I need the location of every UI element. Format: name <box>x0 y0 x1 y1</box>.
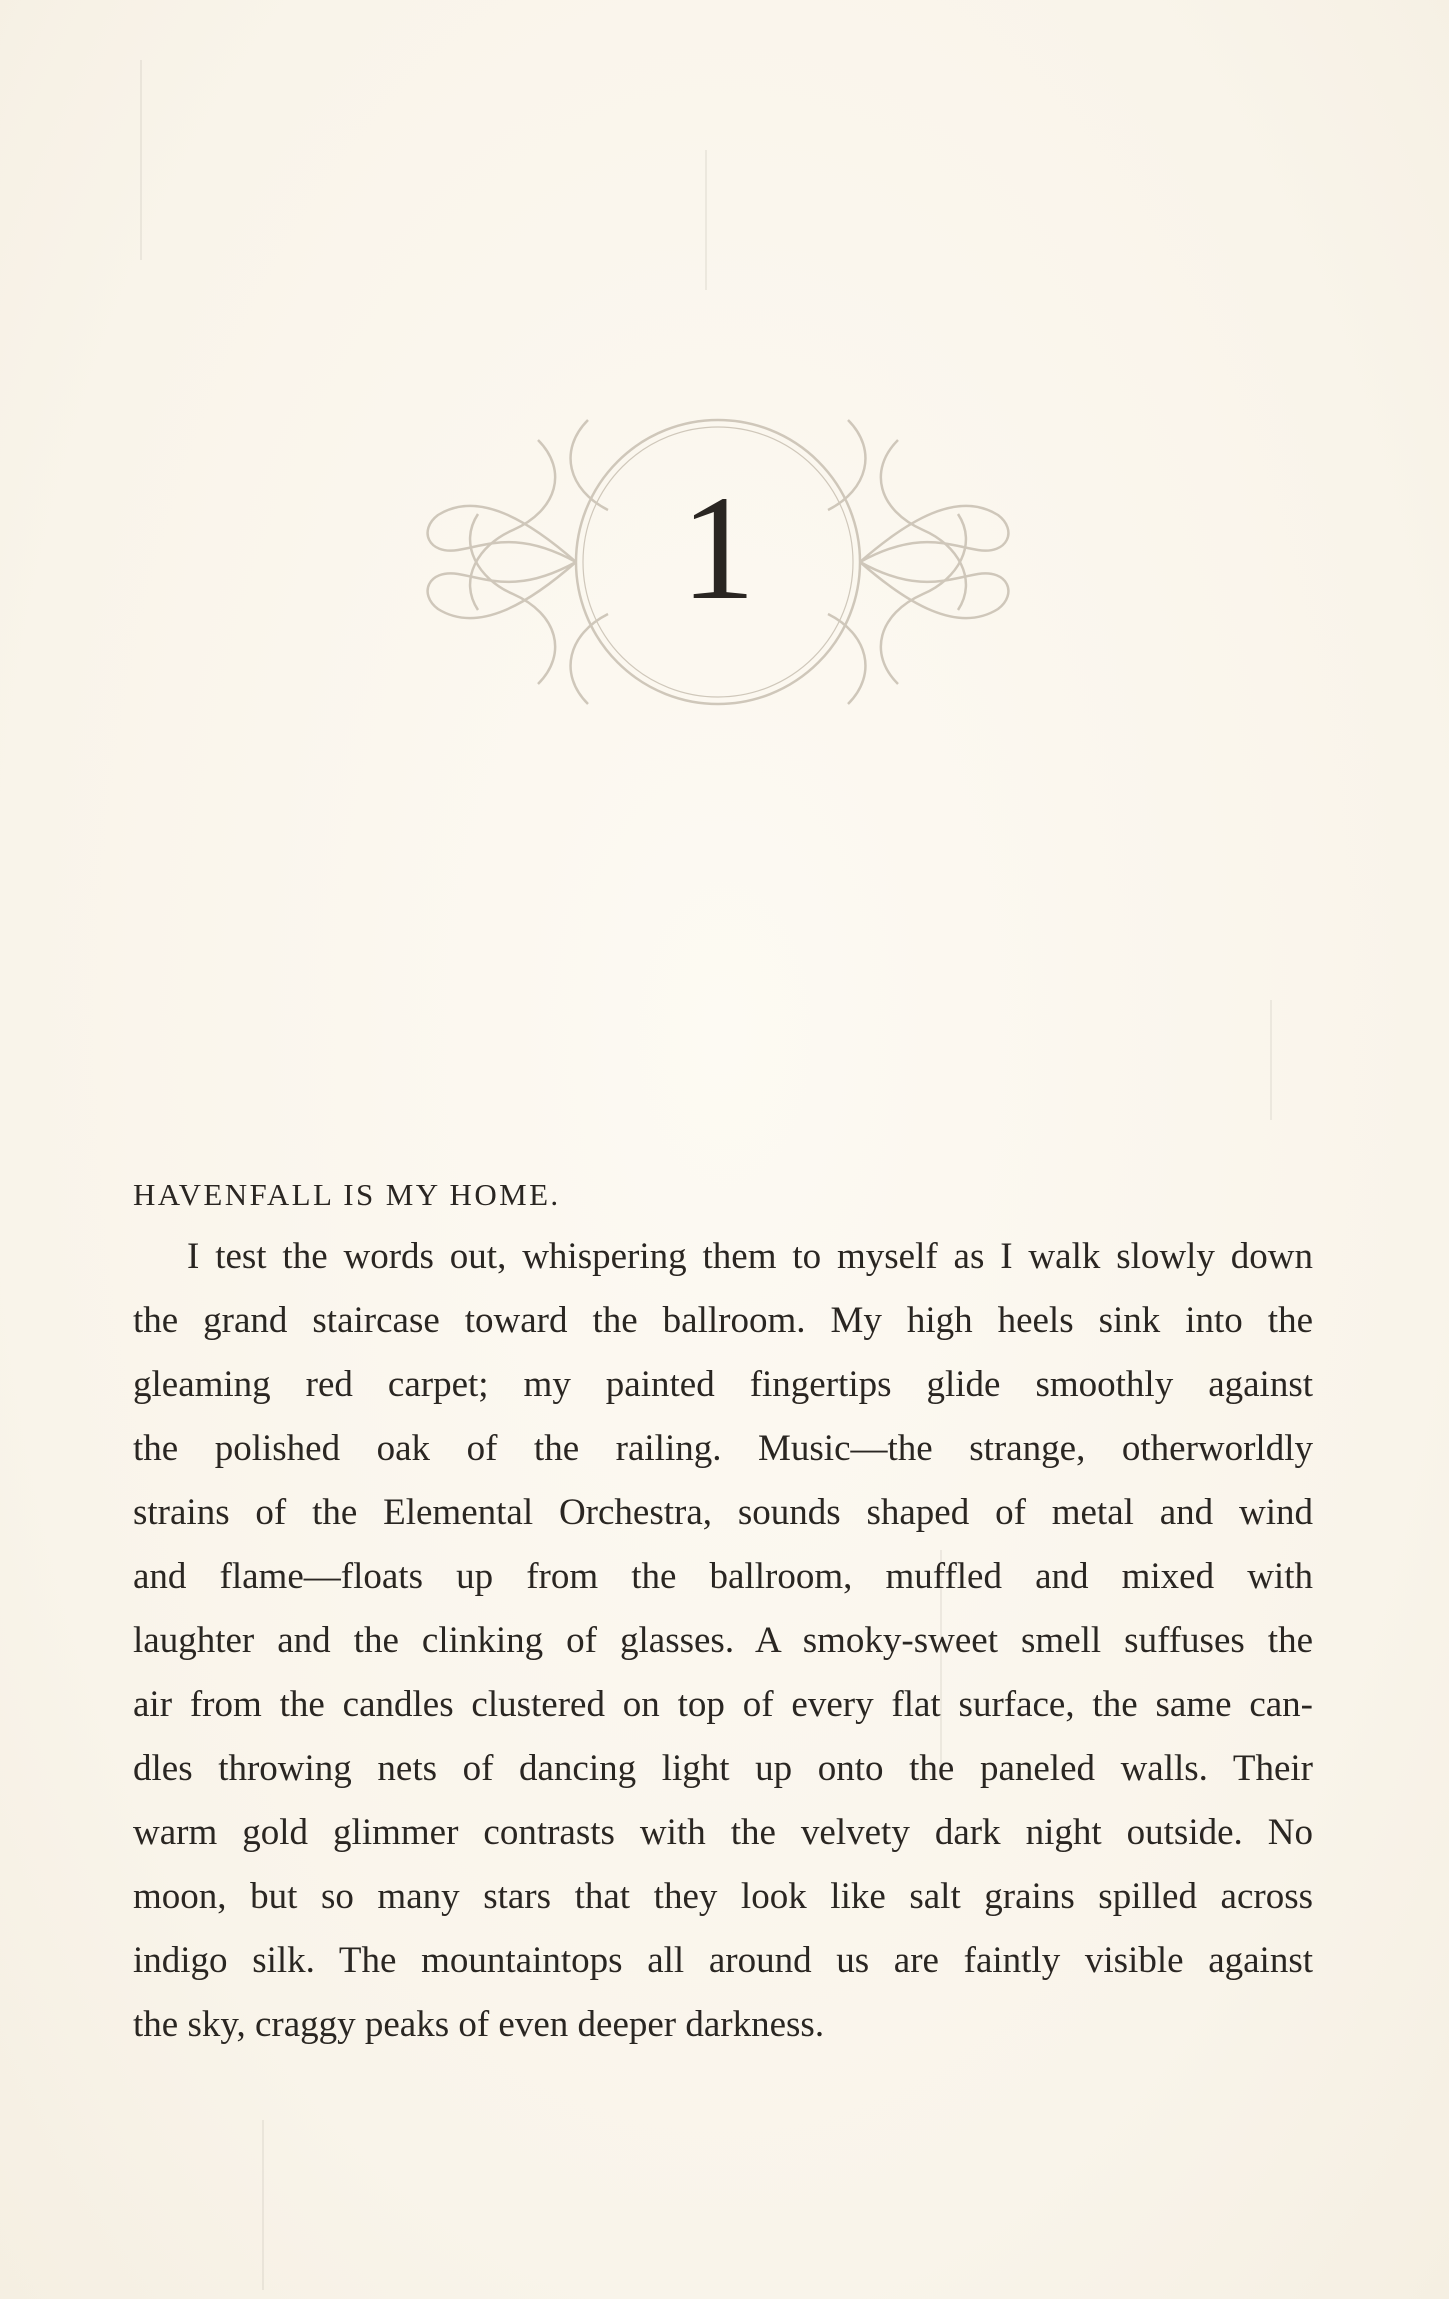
right-flourish <box>881 440 966 610</box>
text-line: indigo silk. The mountaintops all around us are faintly visible against <box>133 1940 1313 1981</box>
right-flourish <box>828 614 865 704</box>
paragraph <box>133 1225 1313 2057</box>
left-flourish <box>470 514 555 684</box>
right-flourish <box>860 506 1008 562</box>
chapter-number: 1 <box>680 465 756 631</box>
text-line: warm gold glimmer contrasts with the velvety dark night outside. No <box>133 1812 1313 1853</box>
left-flourish <box>571 420 608 510</box>
show-through-mark <box>140 60 142 260</box>
show-through-mark <box>262 2120 264 2290</box>
text-line: laughter and the clinking of glasses. A smoky-sweet smell suffuses the <box>133 1620 1313 1661</box>
text-line: strains of the Elemental Orchestra, sounds shaped of metal and wind <box>133 1492 1313 1533</box>
text-line: and flame—floats up from the ballroom, muffled and mixed with <box>133 1556 1313 1597</box>
text-line: I test the words out, whispering them to myself as I walk slowly down <box>187 1236 1313 1277</box>
text-line: dles throwing nets of dancing light up onto the paneled walls. Their <box>133 1748 1313 1789</box>
left-flourish <box>470 440 555 610</box>
text-line: the grand staircase toward the ballroom. My high heels sink into the <box>133 1300 1313 1341</box>
text-line: air from the candles clustered on top of every flat surface, the same can- <box>133 1684 1313 1725</box>
right-flourish <box>860 562 1008 618</box>
opening-small-caps: HAVENFALL IS MY HOME. <box>133 1177 561 1212</box>
left-flourish <box>428 562 576 618</box>
text-line: the sky, craggy peaks of even deeper darkness. <box>133 2004 825 2045</box>
left-flourish <box>428 506 576 562</box>
show-through-mark <box>1270 1000 1272 1120</box>
show-through-mark <box>705 150 707 290</box>
chapter-text <box>133 1165 1313 2057</box>
text-line: gleaming red carpet; my painted fingertips glide smoothly against <box>133 1364 1313 1405</box>
right-flourish <box>881 514 966 684</box>
text-line: moon, but so many stars that they look like salt grains spilled across <box>133 1876 1313 1917</box>
left-flourish <box>571 614 608 704</box>
text-line: the polished oak of the railing. Music—the strange, otherworldly <box>133 1428 1313 1469</box>
right-flourish <box>828 420 865 510</box>
